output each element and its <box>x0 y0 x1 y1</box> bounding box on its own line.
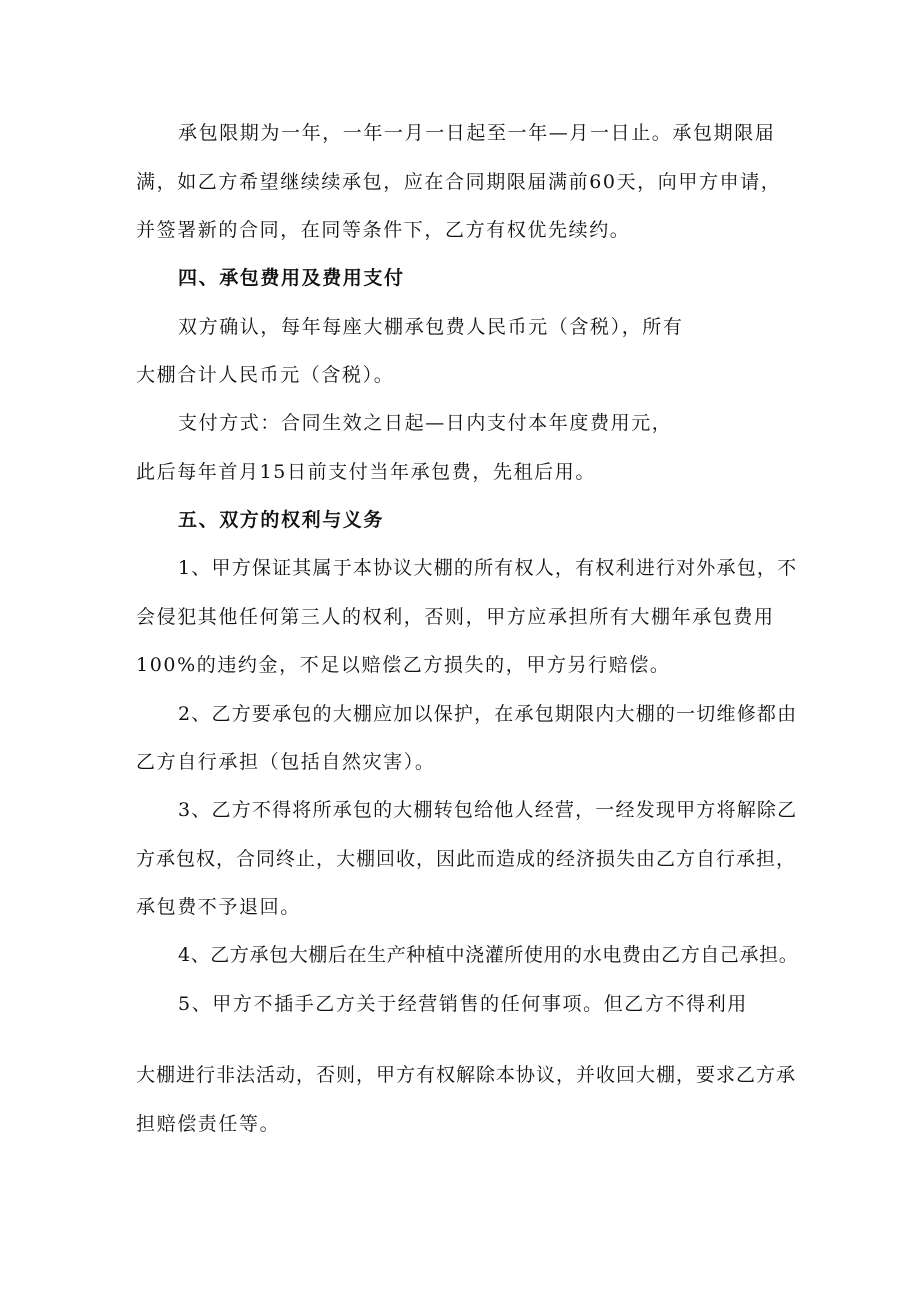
text-line: 1、甲方保证其属于本协议大棚的所有权人，有权利进行对外承包，不 <box>178 557 798 579</box>
text-line: 双方确认，每年每座大棚承包费人民币元（含税），所有 <box>178 316 684 338</box>
text-line: 大棚合计人民币元（含税）。 <box>136 364 395 386</box>
text-line: 承包限期为一年，一年一月一日起至一年—月一日止。承包期限届 <box>178 122 776 144</box>
text-line: 支付方式：合同生效之日起—日内支付本年度费用元， <box>178 412 673 434</box>
text-line: 4、乙方承包大棚后在生产种植中浇灌所使用的水电费由乙方自己承担。 <box>178 944 799 966</box>
text-line: 5、甲方不插手乙方关于经营销售的任何事项。但乙方不得利用 <box>178 993 748 1015</box>
text-line: 满，如乙方希望继续续承包，应在合同期限届满前60天，向甲方申请， <box>136 171 782 193</box>
text-line: 担赔偿责任等。 <box>136 1113 281 1135</box>
text-line: 并签署新的合同，在同等条件下，乙方有权优先续约。 <box>136 219 631 241</box>
text-line: 方承包权，合同终止，大棚回收，因此而造成的经济损失由乙方自行承担， <box>136 848 797 870</box>
section-heading-rights-obligations: 五、双方的权利与义务 <box>178 509 385 531</box>
text-line: 100%的违约金，不足以赔偿乙方损失的，甲方另行赔偿。 <box>136 654 671 676</box>
text-line: 乙方自行承担（包括自然灾害）。 <box>136 751 436 773</box>
text-line: 会侵犯其他任何第三人的权利，否则，甲方应承担所有大棚年承包费用 <box>136 606 775 628</box>
text-line: 3、乙方不得将所承包的大棚转包给他人经营，一经发现甲方将解除乙 <box>178 799 798 821</box>
text-line: 大棚进行非法活动，否则，甲方有权解除本协议，并收回大棚，要求乙方承 <box>136 1064 797 1086</box>
text-line: 此后每年首月15日前支付当年承包费，先租后用。 <box>136 461 596 483</box>
section-heading-fees: 四、承包费用及费用支付 <box>178 267 405 289</box>
text-line: 承包费不予退回。 <box>136 896 301 918</box>
text-line: 2、乙方要承包的大棚应加以保护，在承包期限内大棚的一切维修都由 <box>178 703 798 725</box>
